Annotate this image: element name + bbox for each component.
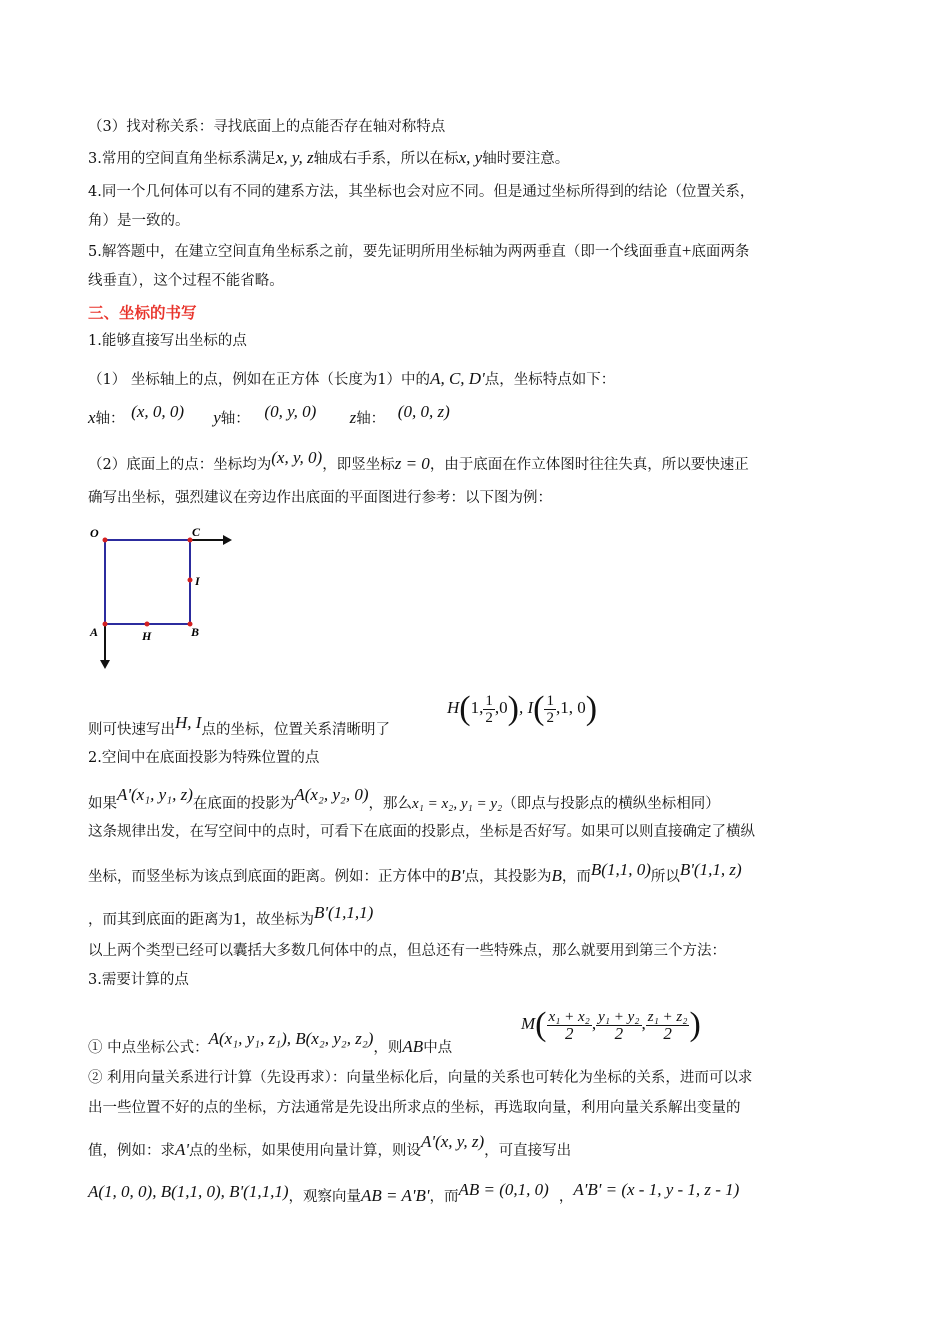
- text-line: 出一些位置不好的点的坐标，方法通常是先设出所求点的坐标，再选取向量，利用向量关系解出变量的: [88, 1100, 741, 1116]
- point-a: [103, 622, 108, 627]
- text-line: 5.解答题中，在建立空间直角坐标系之前，要先证明所用坐标轴为两两垂直（即一个线面垂直+底面两条: [88, 241, 750, 260]
- point-i: [188, 578, 193, 583]
- text-line: 这条规律出发，在写空间中的点时，可看下在底面的投影点，坐标是否好写。如果可以则直接确定了横纵: [88, 824, 755, 840]
- text-line: 则可快速写出H, I点的坐标，位置关系清晰明了: [88, 713, 390, 738]
- point-o: [103, 538, 108, 543]
- y-arrowhead: [100, 660, 110, 669]
- text-line: ，而其到底面的距离为1，故坐标为B'(1,1,1): [88, 903, 374, 928]
- text-line: 确写出坐标，强烈建议在旁边作出底面的平面图进行参考：以下图为例：: [88, 490, 552, 506]
- label-o: O: [90, 526, 99, 540]
- text-line: 1.能够直接写出坐标的点: [88, 333, 247, 349]
- label-a: A: [90, 625, 99, 639]
- label-c: C: [192, 525, 201, 539]
- text-line: （3）找对称关系：寻找底面上的点能否存在轴对称特点: [88, 119, 446, 135]
- text-line: 3.需要计算的点: [88, 972, 189, 988]
- text-line: ① 中点坐标公式：A(x₁, y₁, z₁), B(x₂, y₂, z₂)，则AB中点: [88, 1029, 453, 1056]
- label-b: B: [191, 625, 200, 639]
- text-line: 角）是一致的。: [88, 213, 190, 229]
- x-arrowhead: [223, 535, 232, 545]
- text-line: （1） 坐标轴上的点，例如在正方体（长度为1）中的A, C, D'点，坐标特点如下：: [88, 369, 616, 388]
- text-line: 线垂直），这个过程不能省略。: [88, 273, 284, 289]
- text-line: 值，例如：求A'点的坐标，如果使用向量计算，则设A'(x, y, z)，可直接写出: [88, 1132, 572, 1159]
- label-h: H: [142, 629, 152, 643]
- midpoint-formula: M( $\frac{\text{x₁ + x₂}}{2}$ , $\frac{\text{y₁ + y₂}}{2}$ , $\frac{\text{z₁ + z₂}}{2}$ ): [521, 1006, 701, 1043]
- text-line: 3.常用的空间直角坐标系满足x, y, z轴成右手系，所以在标x, y轴时要注意。: [88, 148, 570, 167]
- point-h: [145, 622, 150, 627]
- label-i: I: [195, 574, 200, 588]
- text-line: ② 利用向量关系进行计算（先设再求）：向量坐标化后，向量的关系也可转化为坐标的关系，进而可以求: [88, 1070, 753, 1086]
- text-line: （2）底面上的点：坐标均为(x, y, 0)，即竖坐标z = 0，由于底面在作立体图时往往失真，所以要快速正: [88, 448, 749, 473]
- text-line: 4.同一个几何体可以有不同的建系方法，其坐标也会对应不同。但是通过坐标所得到的结论（位置关系，: [88, 184, 755, 200]
- text-line: A(1, 0, 0), B(1,1, 0), B'(1,1,1)，观察向量AB = A'B'，而AB = (0,1, 0) ，A'B' = (x - 1, y - 1, z - 1): [88, 1180, 740, 1205]
- text-line: 以上两个类型已经可以囊括大多数几何体中的点，但总还有一些特殊点，那么就要用到第三个方法：: [88, 943, 726, 959]
- text-line: 坐标，而竖坐标为该点到底面的距离。例如：正方体中的B'点，其投影为B，而B(1,1, 0)所以B'(1,1, z): [88, 860, 742, 885]
- axis-points-line: x轴： (x, 0, 0) y轴： (0, y, 0) z轴： (0, 0, z): [88, 402, 450, 427]
- hi-coords: H(1, $\frac{1}{2}$ ,0), I( $\frac{1}{2}$ ,1, 0): [447, 690, 598, 727]
- section-heading: 三、坐标的书写: [88, 304, 197, 322]
- text-line: 如果A'(x₁, y₁, z)在底面的投影为A(x₂, y₂, 0)，那么x₁ = x₂, y₁ = y₂（即点与投影点的横纵坐标相同）: [88, 785, 720, 812]
- text-line: 2.空间中在底面投影为特殊位置的点: [88, 750, 320, 766]
- base-plane-diagram: [86, 522, 246, 672]
